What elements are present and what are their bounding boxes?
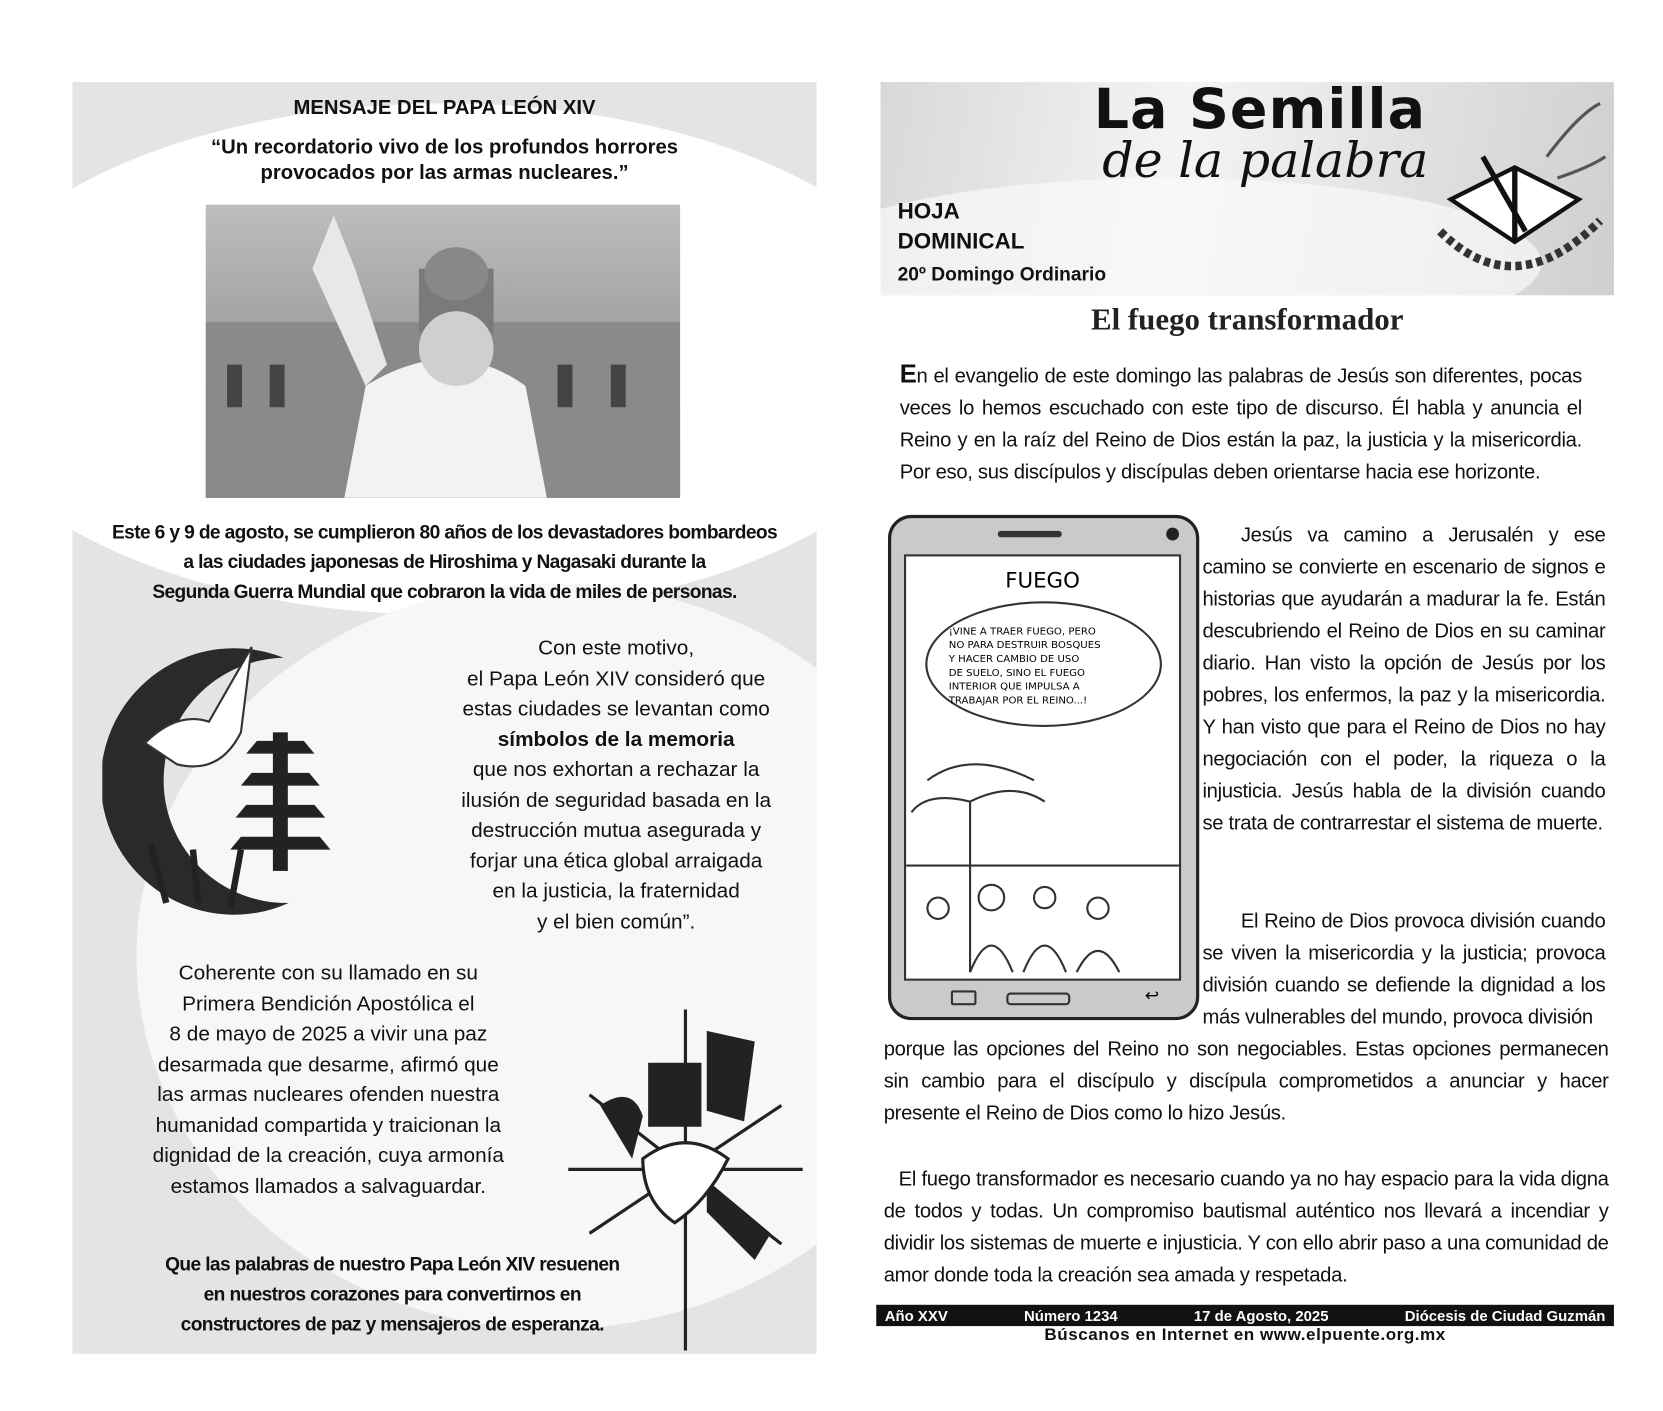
text-line: Primera Bendición Apostólica el bbox=[182, 991, 475, 1016]
recent-apps-button[interactable] bbox=[951, 990, 977, 1005]
logo-subtitle: de la palabra bbox=[1102, 131, 1429, 189]
diocese: Diócesis de Ciudad Guzmán bbox=[1404, 1306, 1606, 1324]
phone-speaker bbox=[998, 531, 1062, 537]
text-line: 8 de mayo de 2025 a vivir una paz bbox=[169, 1022, 488, 1046]
drop-letter: E bbox=[899, 360, 917, 390]
website-line: Búscanos en Internet en www.elpuente.org.mx bbox=[1044, 1326, 1446, 1345]
masthead bbox=[881, 82, 1614, 295]
motivo-text bbox=[424, 633, 808, 937]
dove-pagoda-illustration bbox=[102, 636, 369, 924]
paragraph-text: n el evangelio de este domingo las palabras de Jesús son diferentes, pocas veces lo hemos escuchado con este tipo de discurso. Él habla y anuncia el Reino y en la raíz del Reino de Dios están la paz, la justicia y la misericordia. Por eso, sus discípulos y discípulas deben orientarse hacia ese horizonte. bbox=[899, 365, 1582, 484]
issue-date: 17 de Agosto, 2025 bbox=[1193, 1306, 1329, 1324]
bubble-line: Y HACER CAMBIO DE USO bbox=[948, 653, 1080, 666]
text-line: el Papa León XIV consideró que bbox=[467, 666, 766, 691]
text-line: humanidad compartida y traicionan la bbox=[155, 1113, 502, 1137]
hoja-label: HOJA bbox=[897, 199, 960, 224]
text-line: estas ciudades se levantan como bbox=[462, 697, 770, 721]
text-line: en la justicia, la fraternidad bbox=[492, 879, 740, 903]
comic-drawing bbox=[906, 738, 1179, 979]
domingo-label: 20º Domingo Ordinario bbox=[897, 263, 1107, 285]
bubble-line: NO PARA DESTRUIR BOSQUES bbox=[948, 639, 1101, 652]
text-line: las armas nucleares ofenden nuestra bbox=[157, 1083, 500, 1107]
text-line: en nuestros corazones para convertirnos en bbox=[203, 1283, 581, 1305]
text-line: y el bien común”. bbox=[536, 909, 696, 934]
text-line: Coherente con su llamado en su bbox=[178, 961, 478, 985]
text-line: Este 6 y 9 de agosto, se cumplieron 80 años de los devastadores bombardeos bbox=[112, 521, 778, 543]
text-line: ilusión de seguridad basada en la bbox=[461, 788, 772, 812]
text-line: Que las palabras de nuestro Papa León XIV resuenen bbox=[165, 1253, 620, 1275]
comic-screen bbox=[904, 554, 1181, 980]
bubble-line: INTERIOR QUE IMPULSA A bbox=[948, 681, 1080, 693]
text-line: desarmada que desarme, afirmó que bbox=[157, 1052, 499, 1077]
article-paragraph-3a: El Reino de Dios provoca división cuando se viven la misericordia y la justicia; provoca división cuando se defiende la dignidad a los más vulnerables del mundo, provoca división bbox=[1202, 910, 1606, 1029]
issue-year: Año XXV bbox=[884, 1306, 948, 1324]
closing-text bbox=[115, 1249, 669, 1339]
quote bbox=[72, 135, 816, 186]
dominical-label: DOMINICAL bbox=[897, 229, 1025, 254]
text-line: Con este motivo, bbox=[538, 636, 695, 660]
issue-footer bbox=[876, 1305, 1614, 1326]
article-title: El fuego transformador bbox=[1090, 302, 1404, 337]
bubble-line: ¡VINE A TRAER FUEGO, PERO bbox=[948, 625, 1096, 638]
article-paragraph-1 bbox=[900, 359, 1582, 489]
text-line: estamos llamados a salvaguardar. bbox=[170, 1174, 487, 1198]
text-line: que nos exhortan a rechazar la bbox=[472, 757, 760, 782]
text-line: Segunda Guerra Mundial que cobraron la vida de miles de personas. bbox=[152, 580, 737, 603]
basilica-image bbox=[206, 205, 680, 498]
logo-title: La Semilla bbox=[1093, 82, 1427, 142]
intro-text bbox=[72, 517, 816, 607]
text-line: constructores de paz y mensajeros de esperanza. bbox=[180, 1313, 604, 1335]
book-wheat-logo-icon bbox=[1419, 93, 1611, 285]
bubble-line: DE SUELO, SINO EL FUEGO bbox=[948, 667, 1085, 680]
text-line: a las ciudades japonesas de Hiroshima y Nagasaki durante la bbox=[183, 551, 706, 573]
quote-line: “Un recordatorio vivo de los profundos horrores bbox=[211, 136, 679, 159]
phone-camera bbox=[1166, 528, 1179, 541]
article-paragraph-2: Jesús va camino a Jerusalén y ese camino se convierte en escenario de signos e historias que ayudarán a madurar la fe. Están descubriendo el Reino de Dios en su caminar diario. Han visto la opción de Jesús por los pobres, los enfermos, la paz y la misericordia. Y han visto que para el Reino de Dios no hay negociación con el poder, la riqueza o la injusticia. Jesús habla de la división cuando se trata de contrarrestar el sistema de muerte. bbox=[1202, 524, 1606, 835]
text-line: destrucción mutua asegurada y bbox=[471, 818, 762, 843]
bubble-line: TRABAJAR POR EL REINO...! bbox=[948, 695, 1088, 707]
text-line: dignidad de la creación, cuya armonía bbox=[152, 1143, 504, 1168]
text-line: forjar una ética global arraigada bbox=[469, 849, 763, 873]
phone-comic bbox=[888, 515, 1199, 1020]
home-button[interactable] bbox=[1006, 992, 1070, 1005]
emphasis-line: símbolos de la memoria bbox=[497, 727, 735, 751]
left-page bbox=[72, 82, 816, 1354]
back-icon[interactable]: ↩ bbox=[1144, 987, 1160, 1006]
message-title: MENSAJE DEL PAPA LEÓN XIV bbox=[293, 97, 596, 120]
article-paragraph-4: El fuego transformador es necesario cuando ya no hay espacio para la vida digna de todos y todas. Un compromiso bautismal auténtico nos llevará a incendiar y dividir los sistemas de muerte e injusticia. Y con ello abrir paso a una comunidad de amor donde toda la creación sea amada y respetada. bbox=[883, 1168, 1609, 1287]
article-paragraph-3b: porque las opciones del Reino no son negociables. Estas opciones permanecen sin cambio para el discípulo y discípula comprometidos a anunciar y hacer presente el Reino de Dios como lo hizo Jesús. bbox=[883, 1038, 1609, 1125]
quote-line: provocados por las armas nucleares.” bbox=[260, 162, 629, 185]
speech-bubble bbox=[925, 601, 1162, 727]
pope-photo bbox=[206, 205, 680, 498]
comic-title: FUEGO bbox=[1005, 567, 1080, 593]
hoja-dominical bbox=[898, 197, 1025, 257]
coherente-text bbox=[136, 958, 520, 1201]
issue-number: Número 1234 bbox=[1023, 1306, 1118, 1324]
